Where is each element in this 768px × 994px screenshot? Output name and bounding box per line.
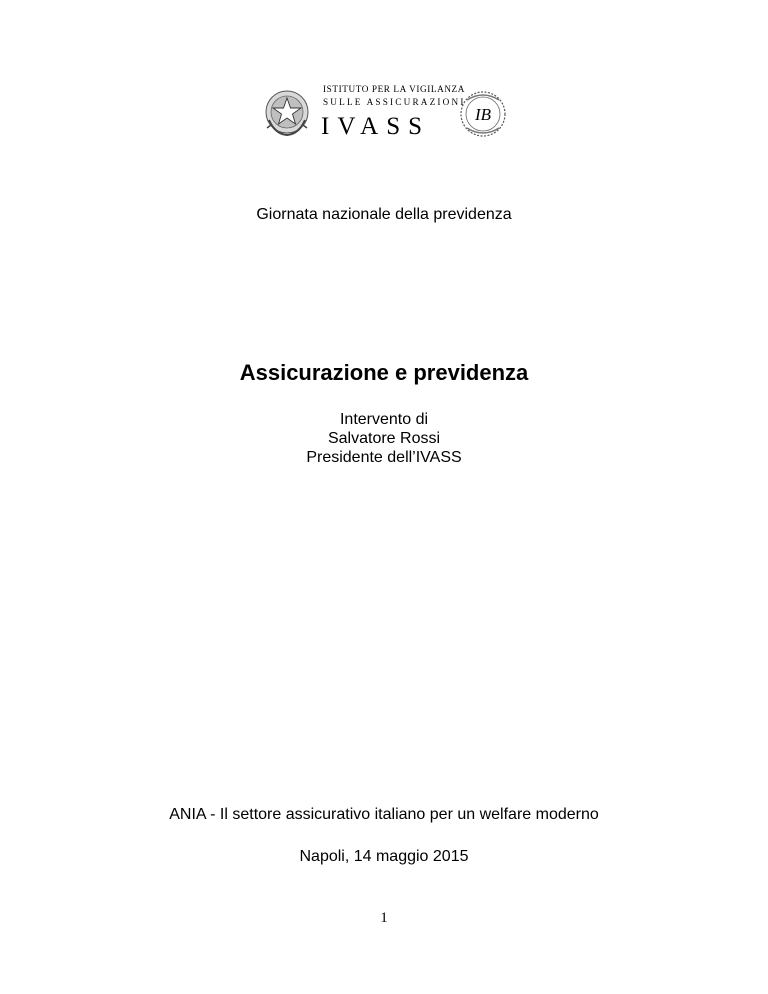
place-date: Napoli, 14 maggio 2015 <box>299 848 469 865</box>
logo-acronym: IVASS <box>321 113 431 140</box>
logo-line-2: SULLE ASSICURAZIONI <box>323 97 466 107</box>
ivass-logo-graphic <box>263 80 508 140</box>
logo-line-1: ISTITUTO PER LA VIGILANZA <box>323 84 465 94</box>
author-role: Presidente dell’IVASS <box>306 449 462 466</box>
author-block <box>0 410 768 467</box>
ib-seal-icon <box>461 92 505 136</box>
ivass-logo <box>263 80 508 140</box>
page-number: 1 <box>380 910 388 926</box>
document-title: Assicurazione e previdenza <box>239 360 529 385</box>
seal-monogram: IB <box>474 105 492 124</box>
conference-name: ANIA - Il settore assicurativo italiano per un welfare moderno <box>169 806 599 823</box>
event-name: Giornata nazionale della previdenza <box>256 206 512 223</box>
author-intro: Intervento di <box>339 411 429 428</box>
italian-republic-emblem-icon <box>266 91 308 135</box>
author-name: Salvatore Rossi <box>327 430 441 447</box>
